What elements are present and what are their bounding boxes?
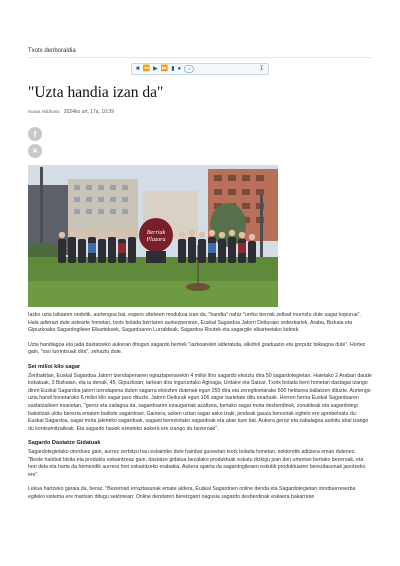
- section-paragraph: Sagardotegietako otorduez gain, aurrez zerbitzu hau eskaintko dute hainbat guneetan txotx bolada honetan, sektoretik aditzera eman dutenez. "Beste hainbat bisita eta produktu eskaintzeaz gain, dastatze gidatua bezalako produktuak eskatu dizkigu jzan den urteotan bertako bezeroak, eta hori dela eta harta da hemendik aurrera hori eskaintzeko erabakia. Aukera aparta da sagardogileaen eskutik produktuaren berezitasunak jasotzeko ere".: [28, 448, 366, 478]
- rewind-icon[interactable]: ⏪: [142, 66, 151, 72]
- paragraph: Iazko uzta txikiaren ondotik, aurtengoa bai, espero zitekeen modukoa izan da, "handia" nahiz "urriko berosk zelbait murriztu dute sagar kopurua". Hala adierazi dute asteartе honetan, txotx bolada berriaren aurkezpenean, Euskal Sagardoa Jatorri Deituraко ordezkariek, Araba, Bizkaia eta Gipuzkoako Sagardogileen Elkartekoek, Sagardoaren Lurraldeak, Sagardoa Routek eta sagargile elkarteetako kideek.: [28, 312, 361, 334]
- banner-text-line-1: Berriak: [146, 230, 166, 236]
- section-label[interactable]: Txotx denboraldia: [28, 48, 76, 54]
- facebook-icon: f: [33, 129, 37, 139]
- article-photo: [28, 165, 278, 307]
- volume-icon[interactable]: ▮: [171, 66, 175, 72]
- settings-icon[interactable]: ●: [177, 66, 182, 72]
- article-date: 2024ko urt. 17a, 10:39: [63, 109, 114, 115]
- section-paragraph: Zenbakitan, Euskal Sagardoa Jatorri Izendapenaren egiaztapenarekin 4 milioi litro sagardo ekoiztu dira 50 sagardotegietan. Haietako 2 Araban daude kokatuak, 3 Bizkaian, eta ia denak, 45, Gipuzkoan; tartean dira inguruotako Aginaga, Urdaire eta Saizar. Txotx bolada berri honetan dastagai izango diren Euskal Sagardoa jatorri izendapena duten sagarra ekoizten dutenak egun 250 dira eta zeregitoetarako 500 hektarea ballatzen dituzte. Aurtengo uzta handi honetarako 6 milioi kilo sagar jaso dituzte. Jatorri Deiturak egun 106 sagar barietate ditu onartuak. Horren herira Euskal Sagardoaren sustatzaileen esanetan, "geroz eta zailagoa da, sagardoaren ezaugarriak azaltzea, bertako sagar mota desberdinek, zonaldeak eta sagardotegi bakoitzak ukitu berezia ematen baitiote sagardoari. Gainera, azken uztan sagar asko izaki, jendeak gauza berezirak egitelo ere aprobetxatu du: Euskal Sagardoa, sagar mota jakineko sagardoak, sagasti bereziotako sagardoak eta abar luze bat. Aukera geroz eta zabalagoa aurkitu ahal izango du kontsumitzaileak. Eta sagardo hauek ezesteko aukera ere izango du bezeroak".: [28, 372, 372, 432]
- x-icon: ✕: [32, 148, 38, 155]
- audio-player: [131, 63, 269, 75]
- stop-icon[interactable]: ■: [136, 66, 140, 72]
- paragraph: Lekua hartzeko garaia da, beraz. "Bezeroari erraztasunak emate aldera, Euskal Sagardoen online denda eta Sagardotegietan otorduerreserba egiteko sistema ere martxan ditugu sektorean: Online dendaren bereizgarri nagusia sagardo desberdinak eskaera bakarrean: [28, 486, 356, 500]
- x-share-button[interactable]: [28, 144, 42, 158]
- ad-space: [0, 0, 400, 40]
- play-icon[interactable]: ▶: [153, 66, 158, 72]
- divider: [28, 57, 372, 58]
- speed-button[interactable]: 1: [184, 65, 194, 73]
- paragraph: Uzta handiagoa eta jada dastatzeko aukeran ditugun sagardo berriek "iazkoarekin alderatuta, alkohol graduazio eta gorputz txikiagoa dute". Hortez gain, "oso lurrintsuak dira", zehaztu dute.: [28, 341, 366, 356]
- article-author: Noaua Aldizkaria: [28, 109, 60, 114]
- banner-text-line-2: Plazara: [146, 237, 166, 243]
- lamp-post-right: [260, 195, 263, 265]
- lawn-front: [28, 281, 278, 307]
- article-meta: [28, 109, 114, 115]
- article-title: "Uzta handia izan da": [28, 84, 164, 101]
- article-body: [28, 312, 372, 508]
- section-heading: Sei milioi kilo sagar: [28, 363, 81, 370]
- section-heading: Sagardo Dastatze Gidatuak: [28, 440, 101, 447]
- facebook-share-button[interactable]: [28, 127, 42, 141]
- download-icon[interactable]: ↧: [258, 66, 264, 72]
- fast-forward-icon[interactable]: ⏩: [160, 66, 169, 72]
- banner-holder: [146, 251, 166, 263]
